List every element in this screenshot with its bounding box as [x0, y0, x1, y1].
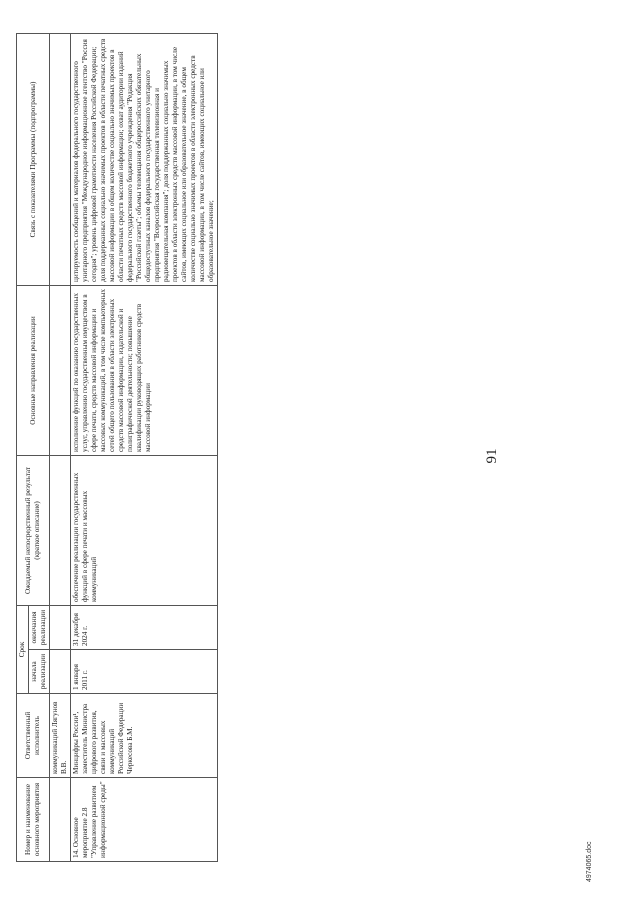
- table-row: [71, 33, 218, 861]
- document-code: 4974065.doc: [586, 841, 593, 882]
- page-number: 91: [484, 448, 500, 464]
- carry-cell-empty: [50, 650, 71, 694]
- measure-links: цитируемость сообщений и материалов федерального государственного унитарного предприятия "Международное информационное агентство "Россия сегодня"; уровень цифровой грамотности населения Российской Федерации; доля поддержанных социально значимых проектов в области печатных средств массовой информации в общем количестве социально значимых проектов в области печатных средств массовой информации; охват аудитории изданий федерального государственного бюджетного учреждения "Редакция "Российской газеты"; объемы телевещания общероссийских обязательных общедоступных каналов федерального государственного унитарного предприятия "Всероссийская государственная телевизионная и радиовещательная компания"; доля поддержанных социально значимых проектов в области электронных средств массовой информации, в том числе сайтов, имеющих социальное или образовательное значение, в общем количестве социально значимых проектов в области электронных средств массовой информации, в том числе сайтов, имеющих социальное или образовательное значение;: [71, 33, 218, 285]
- header-row: [17, 33, 29, 861]
- measure-name-cell: [71, 778, 218, 862]
- carry-cell-empty: [50, 605, 71, 649]
- table-area: [16, 34, 476, 862]
- rotated-content: [16, 22, 616, 890]
- carry-cell-empty: [50, 285, 71, 455]
- measure-directions: исполнение функций по оказанию государственных услуг, управлению государственным имуществом в сфере печати, средств массовой информации и массовых коммуникаций, в том числе компьютерных сетей общего пользования в области электронных средств массовой информации, издательской и полиграфической деятельности; повышение квалификации руководящих работников средств массовой информации: [71, 285, 218, 455]
- measure-name: Основное мероприятие 2.8 "Управление развитием информационной среды": [72, 781, 107, 858]
- header-directions: Основные направления реализации: [17, 285, 50, 455]
- header-result: Ожидаемый непосредственный результат (краткое описание): [17, 455, 50, 605]
- header-executor: Ответственный исполнитель: [17, 694, 50, 778]
- header-term-end: окончания реализации: [29, 605, 50, 649]
- carry-cell-empty: [50, 33, 71, 285]
- carry-cell-empty: [50, 455, 71, 605]
- carry-executor: коммуникаций Лягунов В.В.: [50, 694, 71, 778]
- header-links: Связь с показателями Программы (подпрограммы): [17, 33, 50, 285]
- header-term: Срок: [17, 605, 29, 693]
- measures-table: [16, 33, 218, 862]
- measure-number: 14.: [72, 849, 80, 858]
- carry-cell-empty: [50, 778, 71, 862]
- measure-executor: Минцифры России¹, заместитель Министра цифрового развития, связи и массовых коммуникаций Российской Федерации Черкесова Б.М.: [71, 694, 218, 778]
- carry-row: [50, 33, 71, 861]
- header-number-name: Номер и наименование основного мероприятия: [17, 778, 50, 862]
- measure-result: обеспечение реализации государственных функций в сфере печати и массовых коммуникаций: [71, 455, 218, 605]
- measure-end: 31 декабря 2024 г.: [71, 605, 218, 649]
- header-term-start: начала реализации: [29, 650, 50, 694]
- measure-start: 1 января 2011 г.: [71, 650, 218, 694]
